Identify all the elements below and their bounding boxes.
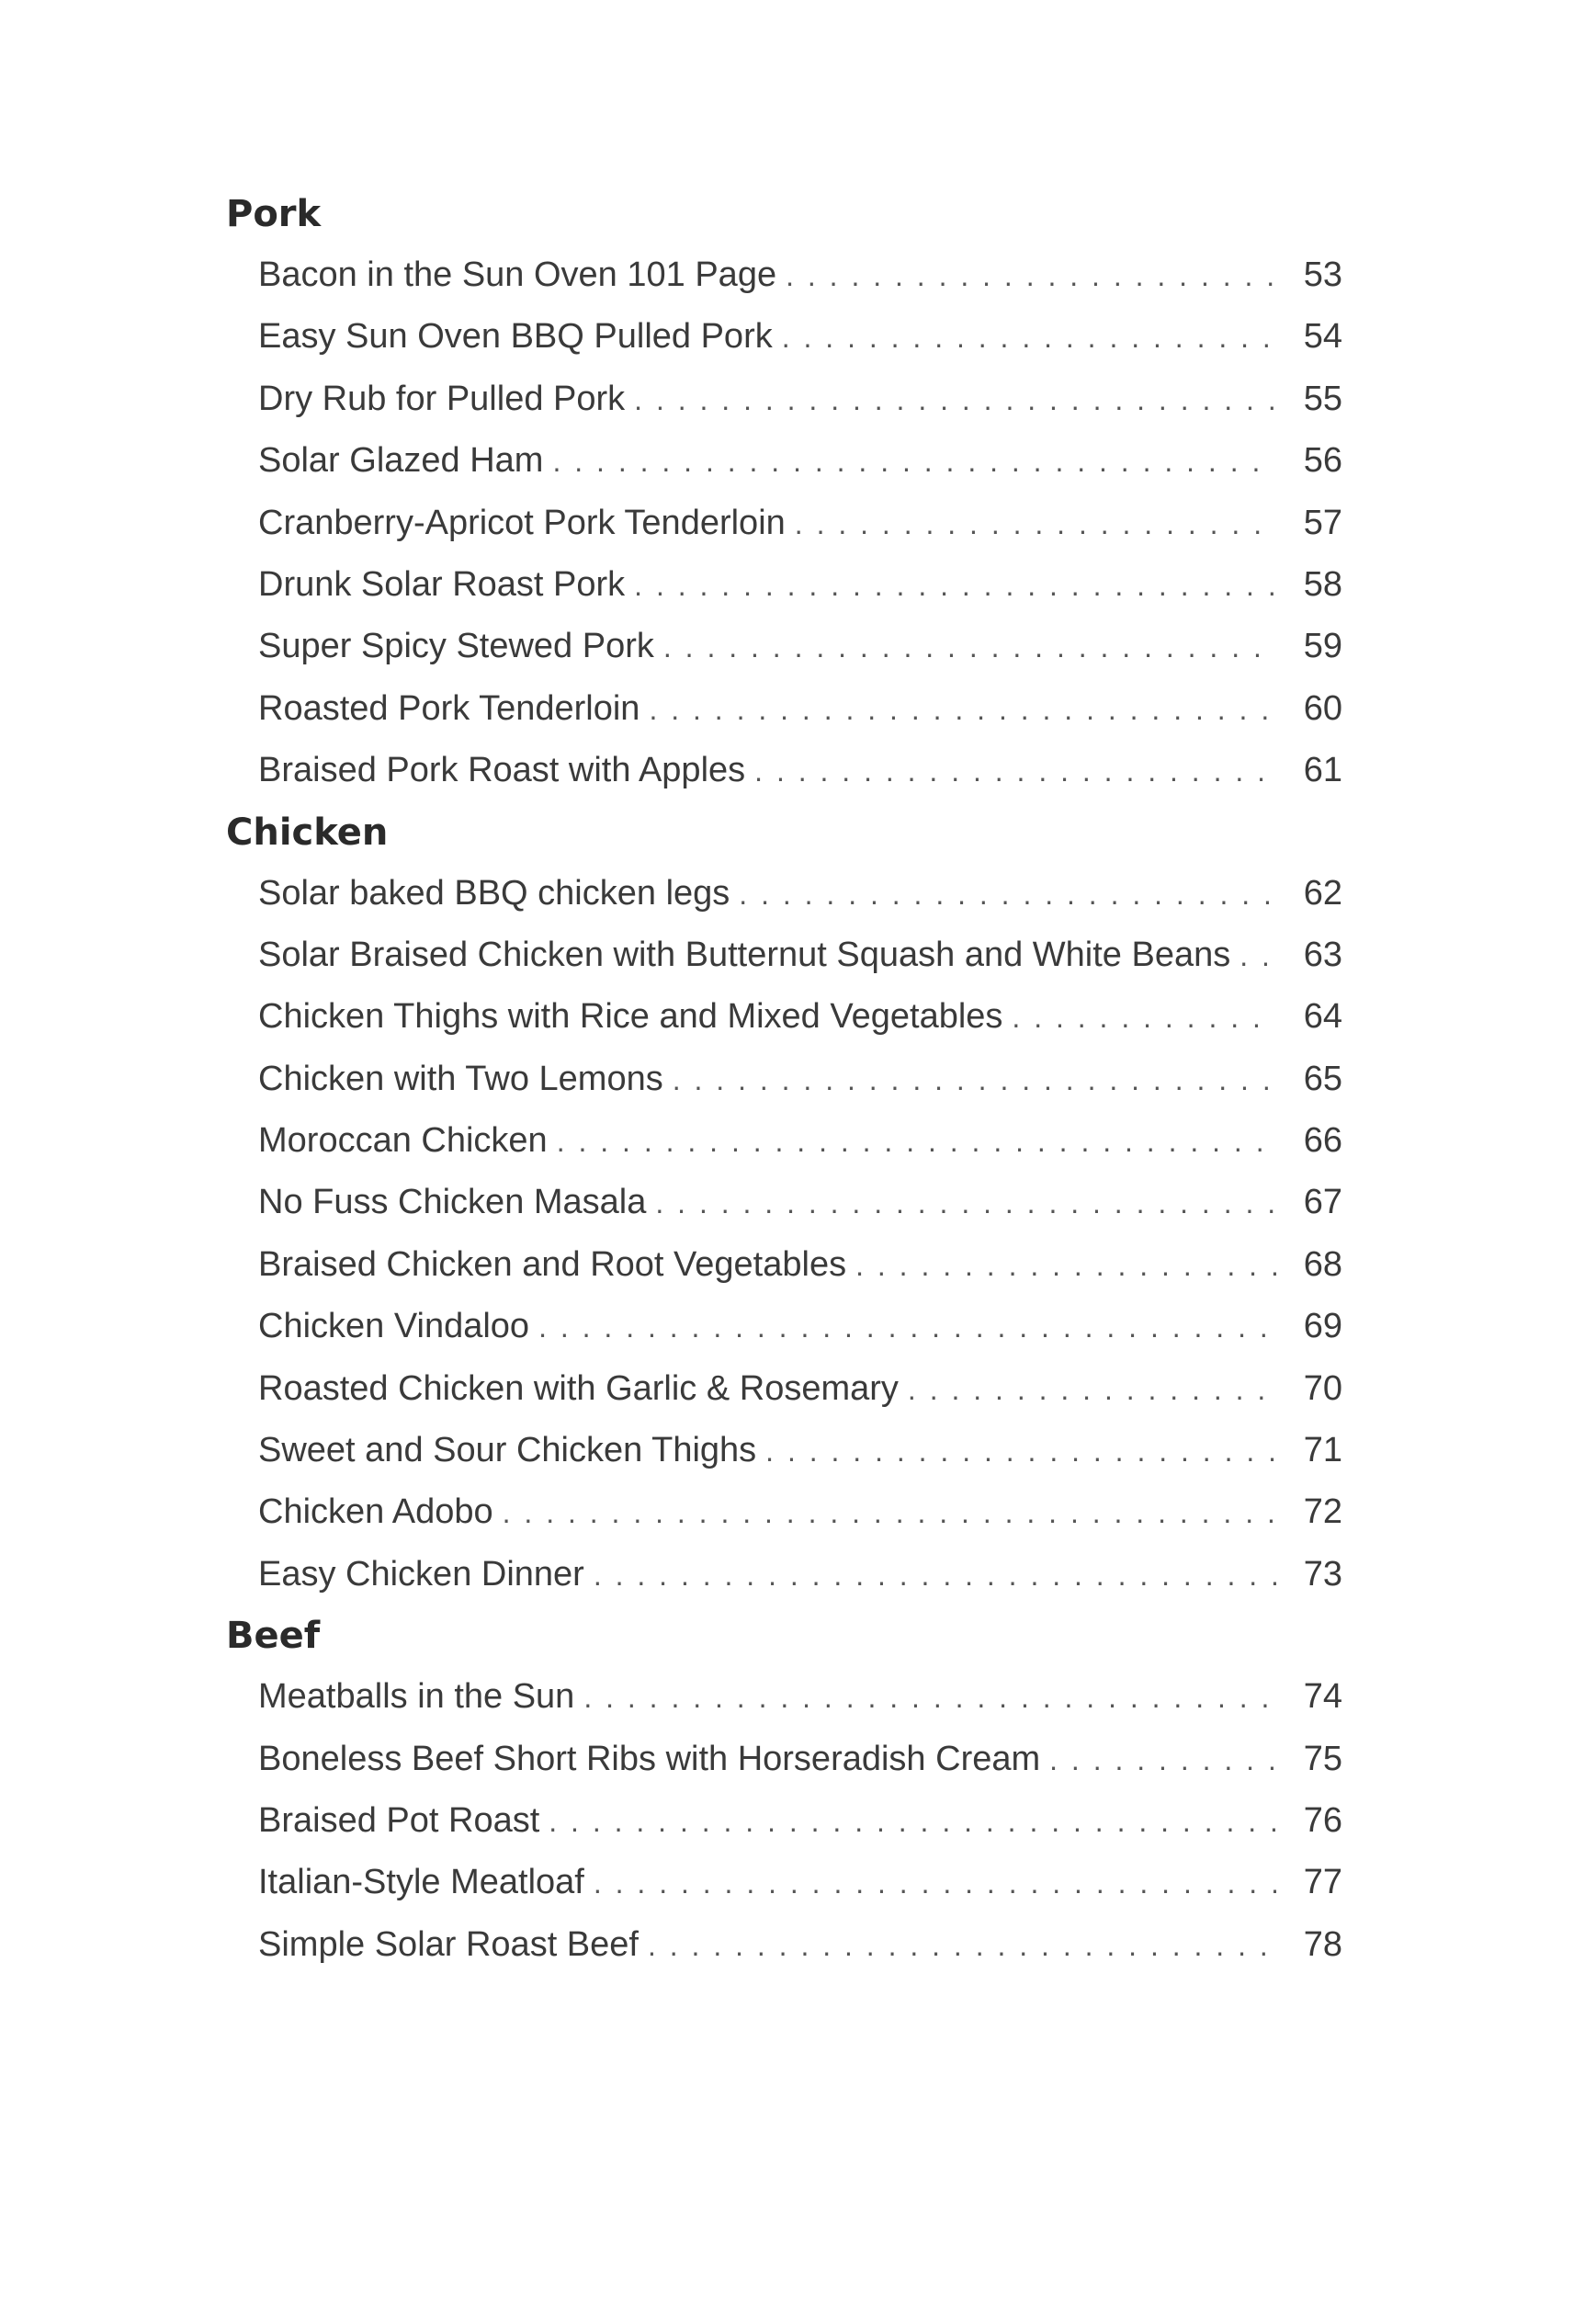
page-number: 73 — [1303, 1554, 1342, 1594]
entry-title: Dry Rub for Pulled Pork — [258, 379, 626, 418]
page-number: 54 — [1303, 317, 1342, 357]
page-number: 61 — [1303, 751, 1342, 790]
dot-leader — [754, 741, 1276, 802]
dot-leader — [795, 493, 1276, 555]
toc-entry[interactable] — [226, 369, 1342, 430]
entry-title: Chicken Vindaloo — [258, 1307, 530, 1346]
dot-leader — [765, 1421, 1276, 1482]
page-number: 66 — [1303, 1121, 1342, 1161]
dot-leader — [1012, 987, 1276, 1049]
page-number: 65 — [1303, 1059, 1342, 1098]
dot-leader — [594, 1853, 1276, 1914]
entry-title: Bacon in the Sun Oven 101 Page — [258, 255, 777, 294]
page-number: 53 — [1303, 255, 1342, 294]
dot-leader — [739, 864, 1276, 925]
page-number: 64 — [1303, 997, 1342, 1037]
dot-leader — [594, 1545, 1276, 1606]
entry-title: Chicken Thighs with Rice and Mixed Vegetables — [258, 997, 1003, 1037]
toc-entry[interactable] — [226, 306, 1342, 368]
section-heading: Pork — [226, 193, 322, 235]
page-number: 74 — [1303, 1677, 1342, 1717]
entry-title: Moroccan Chicken — [258, 1121, 548, 1161]
dot-leader — [583, 1667, 1276, 1729]
entry-title: Solar Braised Chicken with Butternut Squash and White Beans — [258, 935, 1231, 974]
table-of-contents — [226, 184, 1342, 1976]
toc-entry[interactable] — [226, 1481, 1342, 1543]
section-heading: Chicken — [226, 811, 389, 854]
page-number: 59 — [1303, 627, 1342, 666]
entry-title: Braised Pot Roast — [258, 1800, 540, 1840]
toc-section-pork — [226, 184, 1342, 802]
entry-title: Cranberry-Apricot Pork Tenderloin — [258, 503, 786, 542]
toc-entry[interactable] — [226, 740, 1342, 801]
toc-entry[interactable] — [226, 924, 1342, 986]
page-number: 71 — [1303, 1431, 1342, 1470]
dot-leader — [648, 1915, 1276, 1977]
page-number: 63 — [1303, 935, 1342, 974]
toc-entry[interactable] — [226, 430, 1342, 492]
page-number: 69 — [1303, 1307, 1342, 1346]
entry-title: Boneless Beef Short Ribs with Horseradish Cream — [258, 1739, 1041, 1778]
toc-entry[interactable] — [226, 1914, 1342, 1976]
page-number: 60 — [1303, 688, 1342, 728]
dot-leader — [552, 431, 1276, 493]
page-number: 57 — [1303, 503, 1342, 542]
toc-entry[interactable] — [226, 678, 1342, 740]
toc-entry[interactable] — [226, 1544, 1342, 1605]
dot-leader — [549, 1791, 1276, 1853]
dot-leader — [663, 617, 1276, 678]
toc-entry[interactable] — [226, 1110, 1342, 1172]
entry-title: Easy Chicken Dinner — [258, 1554, 584, 1594]
page-number: 77 — [1303, 1863, 1342, 1902]
entry-title: Roasted Pork Tenderloin — [258, 688, 640, 728]
page-number: 70 — [1303, 1368, 1342, 1408]
toc-entry[interactable] — [226, 1729, 1342, 1790]
dot-leader — [782, 307, 1276, 369]
toc-entry[interactable] — [226, 1852, 1342, 1913]
page-number: 78 — [1303, 1924, 1342, 1964]
toc-entry[interactable] — [226, 493, 1342, 554]
toc-section-beef — [226, 1605, 1342, 1976]
toc-entry[interactable] — [226, 1358, 1342, 1420]
entry-title: Solar Glazed Ham — [258, 441, 544, 481]
toc-entry[interactable] — [226, 1666, 1342, 1728]
dot-leader — [634, 369, 1276, 431]
dot-leader — [634, 555, 1276, 617]
entry-title: Chicken with Two Lemons — [258, 1059, 663, 1098]
entry-title: Chicken Adobo — [258, 1492, 493, 1532]
page-number: 58 — [1303, 564, 1342, 604]
page-number: 75 — [1303, 1739, 1342, 1778]
dot-leader — [1049, 1730, 1276, 1791]
entry-title: Sweet and Sour Chicken Thighs — [258, 1431, 757, 1470]
dot-leader — [786, 245, 1276, 307]
toc-entry[interactable] — [226, 863, 1342, 924]
toc-entry[interactable] — [226, 244, 1342, 306]
toc-section-chicken — [226, 802, 1342, 1606]
page-number: 62 — [1303, 873, 1342, 913]
entry-title: Meatballs in the Sun — [258, 1677, 575, 1717]
page-number: 68 — [1303, 1244, 1342, 1284]
dot-leader — [855, 1235, 1276, 1297]
entry-title: No Fuss Chicken Masala — [258, 1183, 647, 1222]
dot-leader — [503, 1482, 1276, 1544]
entry-title: Solar baked BBQ chicken legs — [258, 873, 730, 913]
dot-leader — [557, 1111, 1276, 1173]
toc-entry[interactable] — [226, 1296, 1342, 1357]
toc-entry[interactable] — [226, 1420, 1342, 1481]
toc-entry[interactable] — [226, 554, 1342, 616]
dot-leader — [673, 1049, 1276, 1111]
page-number: 76 — [1303, 1800, 1342, 1840]
entry-title: Simple Solar Roast Beef — [258, 1924, 639, 1964]
toc-entry[interactable] — [226, 1172, 1342, 1233]
entry-title: Braised Pork Roast with Apples — [258, 751, 746, 790]
dot-leader — [655, 1173, 1276, 1234]
entry-title: Super Spicy Stewed Pork — [258, 627, 654, 666]
dot-leader — [649, 679, 1276, 741]
entry-title: Braised Chicken and Root Vegetables — [258, 1244, 847, 1284]
entry-title: Italian-Style Meatloaf — [258, 1863, 584, 1902]
toc-entry[interactable] — [226, 1234, 1342, 1296]
page-number: 67 — [1303, 1183, 1342, 1222]
section-heading: Beef — [226, 1615, 321, 1658]
page-number: 56 — [1303, 441, 1342, 481]
dot-leader — [908, 1359, 1276, 1421]
entry-title: Roasted Chicken with Garlic & Rosemary — [258, 1368, 899, 1408]
dot-leader — [1239, 925, 1276, 987]
entry-title: Drunk Solar Roast Pork — [258, 564, 626, 604]
toc-entry[interactable] — [226, 986, 1342, 1048]
toc-entry[interactable] — [226, 1790, 1342, 1852]
page-number: 72 — [1303, 1492, 1342, 1532]
dot-leader — [538, 1297, 1276, 1358]
page-number: 55 — [1303, 379, 1342, 418]
toc-entry[interactable] — [226, 1049, 1342, 1110]
entry-title: Easy Sun Oven BBQ Pulled Pork — [258, 317, 773, 357]
toc-entry[interactable] — [226, 616, 1342, 677]
